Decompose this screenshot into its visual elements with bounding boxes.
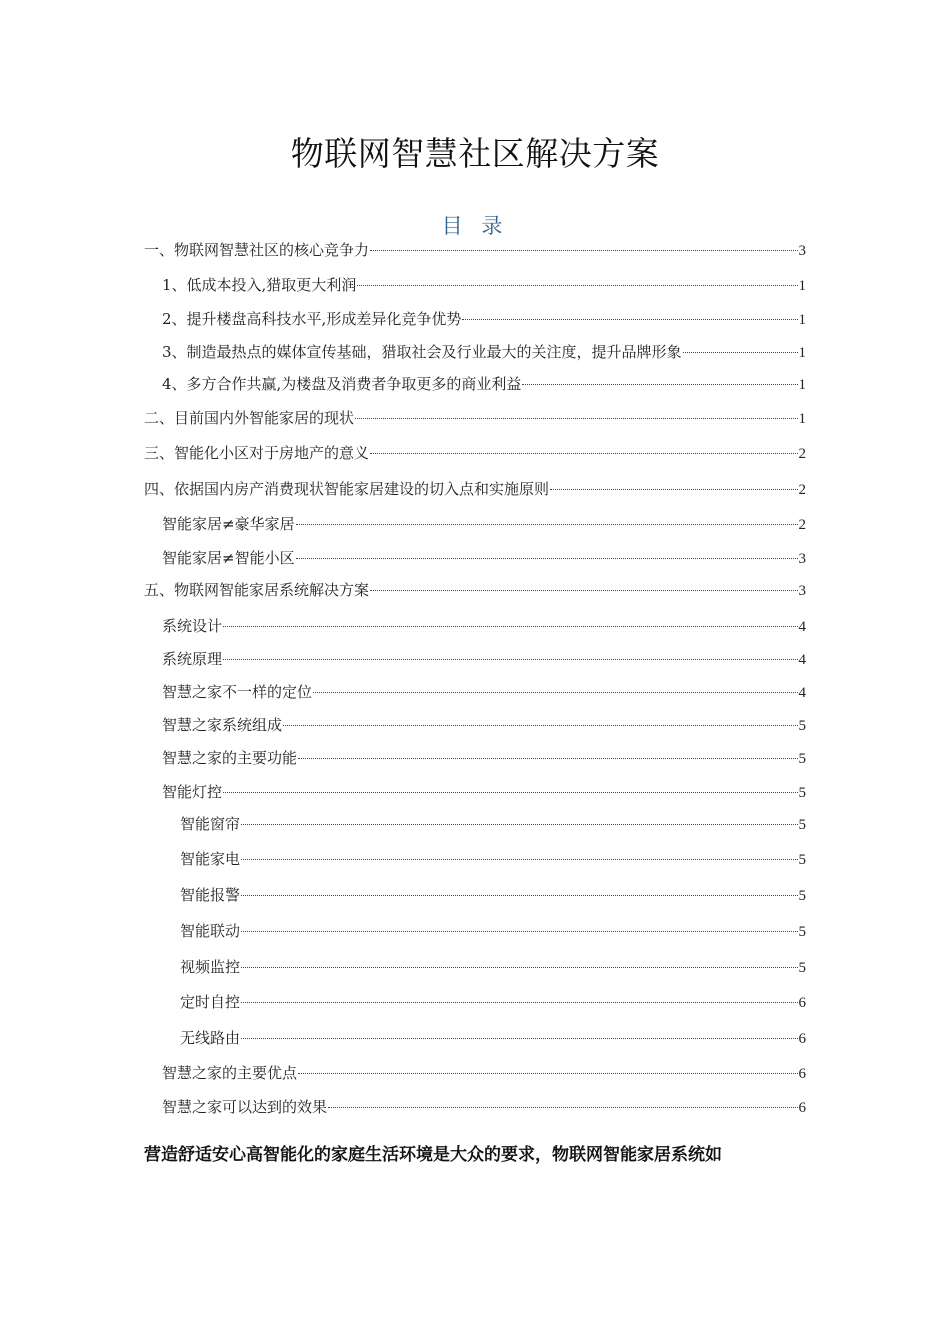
toc-entry-page: 1: [798, 411, 806, 427]
toc-entry[interactable]: [162, 548, 806, 569]
toc-entry-page: 2: [798, 482, 806, 498]
toc-dot-leader: [298, 1073, 797, 1074]
toc-entry-label: 智能联动: [180, 922, 241, 940]
toc-entry-page: 2: [798, 446, 806, 462]
toc-entry-page: 1: [798, 278, 806, 294]
toc-dot-leader: [241, 895, 797, 896]
toc-entry-page: 6: [798, 1031, 806, 1047]
toc-dot-leader: [241, 1038, 797, 1039]
toc-entry-label: 无线路由: [180, 1029, 241, 1047]
toc-entry-label: 智能家居≠智能小区: [162, 549, 295, 567]
toc-entry[interactable]: [162, 275, 806, 296]
toc-dot-leader: [313, 692, 797, 693]
toc-entry[interactable]: [144, 240, 806, 261]
toc-entry-label: 智慧之家的主要优点: [162, 1064, 298, 1082]
toc-entry-label: 4、多方合作共赢,为楼盘及消费者争取更多的商业利益: [162, 375, 522, 393]
toc-dot-leader: [328, 1107, 797, 1108]
toc-dot-leader: [355, 418, 797, 419]
toc-entry[interactable]: [162, 748, 806, 769]
toc-entry[interactable]: [162, 715, 806, 736]
toc-entry-label: 智能窗帘: [180, 815, 241, 833]
toc-entry-label: 二、目前国内外智能家居的现状: [144, 409, 355, 427]
toc-entry-page: 5: [798, 817, 806, 833]
toc-dot-leader: [370, 250, 797, 251]
toc-dot-leader: [241, 824, 797, 825]
toc-entry-label: 智慧之家可以达到的效果: [162, 1098, 328, 1116]
toc-entry[interactable]: [162, 374, 806, 395]
toc-entry-page: 3: [798, 583, 806, 599]
toc-entry-label: 定时自控: [180, 993, 241, 1011]
toc-entry-label: 3、制造最热点的媒体宣传基础，猎取社会及行业最大的关注度，提升品牌形象: [162, 343, 682, 361]
toc-entry-label: 三、智能化小区对于房地产的意义: [144, 444, 370, 462]
toc-dot-leader: [241, 1002, 797, 1003]
toc-entry-page: 1: [798, 345, 806, 361]
toc-entry-label: 智慧之家的主要功能: [162, 749, 298, 767]
toc-entry-label: 四、依据国内房产消费现状智能家居建设的切入点和实施原则: [144, 480, 550, 498]
toc-dot-leader: [370, 453, 797, 454]
toc-entry-label: 视频监控: [180, 958, 241, 976]
toc-entry-label: 2、提升楼盘高科技水平,形成差异化竞争优势: [162, 310, 462, 328]
toc-entry-label: 智慧之家不一样的定位: [162, 683, 313, 701]
toc-entry-page: 2: [798, 517, 806, 533]
toc-entry-page: 5: [798, 888, 806, 904]
toc-entry-page: 5: [798, 785, 806, 801]
toc-entry-label: 系统原理: [162, 650, 223, 668]
toc-dot-leader: [296, 558, 798, 559]
toc-dot-leader: [296, 524, 798, 525]
toc-entry-page: 5: [798, 751, 806, 767]
toc-dot-leader: [550, 489, 797, 490]
toc-entry-page: 4: [798, 652, 806, 668]
toc-entry-label: 智慧之家系统组成: [162, 716, 283, 734]
toc-entry[interactable]: [162, 782, 806, 803]
toc-entry-label: 1、低成本投入,猎取更大利润: [162, 276, 357, 294]
toc-entry[interactable]: [162, 682, 806, 703]
toc-entry-label: 一、物联网智慧社区的核心竞争力: [144, 241, 370, 259]
toc-entry-page: 4: [798, 619, 806, 635]
toc-entry[interactable]: [144, 443, 806, 464]
toc-entry-label: 智能灯控: [162, 783, 223, 801]
toc-entry-page: 6: [798, 1100, 806, 1116]
toc-entry[interactable]: [180, 814, 806, 835]
toc-dot-leader: [357, 285, 797, 286]
toc-entry-page: 5: [798, 718, 806, 734]
toc-entry-page: 1: [798, 312, 806, 328]
toc-entry-page: 6: [798, 995, 806, 1011]
toc-entry[interactable]: [162, 649, 806, 670]
toc-entry-label: 系统设计: [162, 617, 223, 635]
toc-dot-leader: [283, 725, 797, 726]
toc-entry-label: 智能报警: [180, 886, 241, 904]
toc-dot-leader: [223, 626, 797, 627]
toc-entry[interactable]: [162, 616, 806, 637]
toc-dot-leader: [241, 967, 797, 968]
toc-entry-page: 3: [798, 551, 806, 567]
toc-entry-label: 智能家居≠豪华家居: [162, 515, 295, 533]
toc-entry[interactable]: [144, 479, 806, 500]
toc-entry[interactable]: [144, 580, 806, 601]
toc-entry[interactable]: [180, 1028, 806, 1049]
toc-dot-leader: [241, 859, 797, 860]
toc-dot-leader: [522, 384, 797, 385]
toc-entry[interactable]: [180, 885, 806, 906]
body-paragraph: 营造舒适安心高智能化的家庭生活环境是大众的要求，物联网智能家居系统如: [144, 1145, 722, 1165]
toc-entry-label: 五、物联网智能家居系统解决方案: [144, 581, 370, 599]
toc-entry-page: 3: [798, 243, 806, 259]
toc-entry-page: 1: [798, 377, 806, 393]
toc-entry-label: 智能家电: [180, 850, 241, 868]
toc-entry-page: 5: [798, 924, 806, 940]
toc-entry-page: 6: [798, 1066, 806, 1082]
toc-entry[interactable]: [180, 921, 806, 942]
toc-dot-leader: [370, 590, 797, 591]
toc-entry[interactable]: [162, 342, 806, 363]
toc-dot-leader: [223, 792, 797, 793]
toc-dot-leader: [298, 758, 797, 759]
toc-entry[interactable]: [162, 309, 806, 330]
toc-dot-leader: [223, 659, 797, 660]
toc-dot-leader: [241, 931, 797, 932]
toc-entry-page: 5: [798, 960, 806, 976]
toc-entry[interactable]: [162, 514, 806, 535]
toc-entry-page: 5: [798, 852, 806, 868]
toc-entry-page: 4: [798, 685, 806, 701]
toc-entry[interactable]: [144, 408, 806, 429]
toc-entry[interactable]: [180, 849, 806, 870]
toc-entry[interactable]: [162, 1097, 806, 1118]
toc-heading: 目 录: [441, 214, 509, 238]
toc-entry[interactable]: [180, 957, 806, 978]
document-title: 物联网智慧社区解决方案: [290, 134, 660, 173]
toc-entry[interactable]: [162, 1063, 806, 1084]
toc-dot-leader: [683, 352, 798, 353]
toc-entry[interactable]: [180, 992, 806, 1013]
toc-dot-leader: [462, 319, 797, 320]
